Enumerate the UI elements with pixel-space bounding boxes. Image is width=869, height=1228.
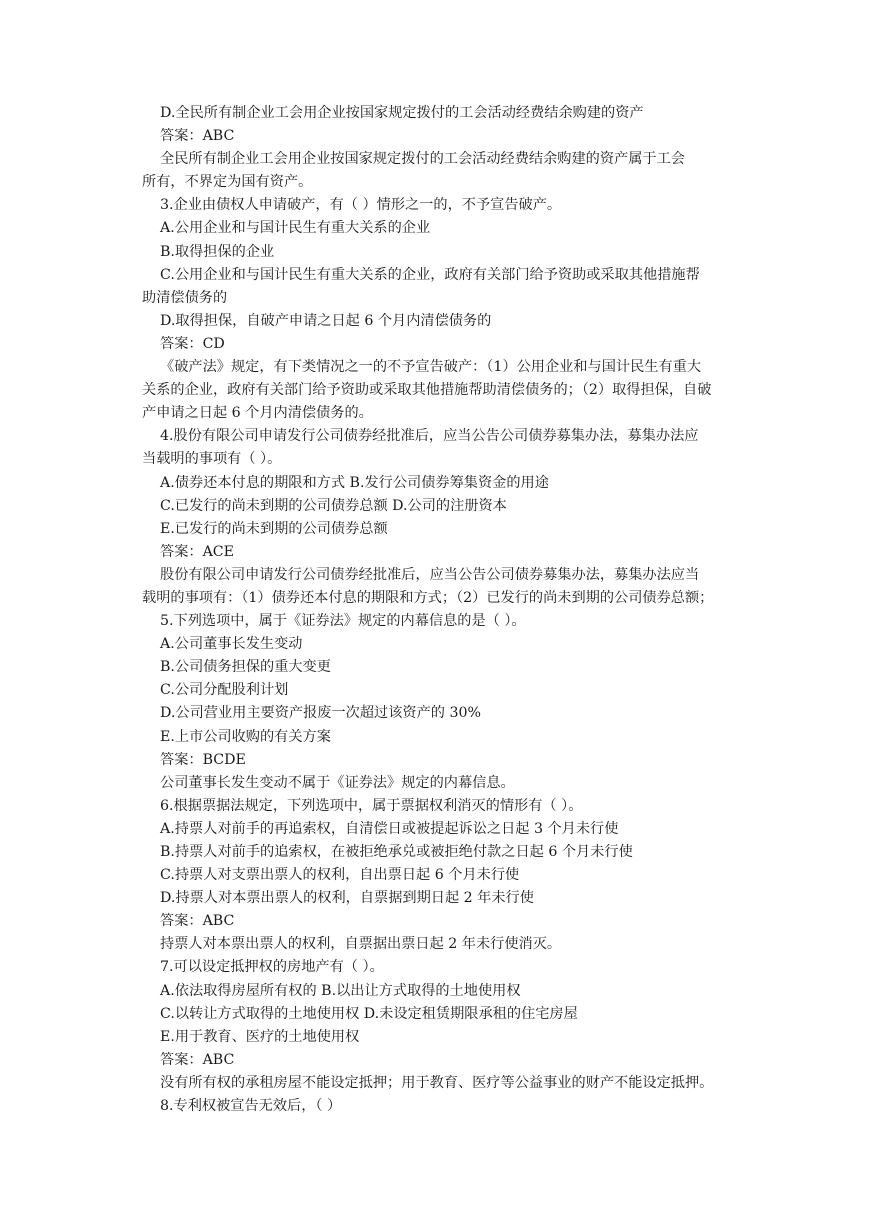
text-line: 没有所有权的承租房屋不能设定抵押；用于教育、医疗等公益事业的财产不能设定抵押。 [160, 1074, 714, 1091]
text-line: E.上市公司收购的有关方案 [160, 728, 331, 745]
text-line: 产申请之日起 6 个月内清偿债务的。 [142, 405, 373, 422]
text-line: 答案：BCDE [160, 751, 246, 768]
text-line: B.取得担保的企业 [160, 243, 275, 260]
document-body [142, 102, 740, 1118]
text-line: C.已发行的尚未到期的公司债券总额 D.公司的注册资本 [160, 497, 507, 514]
text-line: 助清偿债务的 [142, 289, 228, 306]
text-line: 答案：ABC [160, 1051, 235, 1068]
text-line: 答案：ABC [160, 913, 235, 930]
text-line: C.以转让方式取得的土地使用权 D.未设定租赁期限承租的住宅房屋 [160, 1005, 578, 1022]
text-line: E.已发行的尚未到期的公司债券总额 [160, 520, 388, 537]
text-line: 当载明的事项有（ ）。 [142, 451, 282, 468]
text-line: A.债券还本付息的期限和方式 B.发行公司债券筹集资金的用途 [160, 474, 549, 491]
text-line: D.持票人对本票出票人的权利，自票据到期日起 2 年未行使 [160, 890, 534, 907]
text-line: 载明的事项有：（1）债券还本付息的期限和方式；（2）已发行的尚未到期的公司债券总额； [142, 589, 714, 606]
text-line: B.公司债务担保的重大变更 [160, 659, 331, 676]
text-line: 答案：CD [160, 335, 225, 352]
text-line: 3.企业由债权人申请破产，有（ ）情形之一的，不予宣告破产。 [160, 197, 562, 214]
text-line: A.公司董事长发生变动 [160, 636, 303, 653]
text-line: C.公司分配股利计划 [160, 682, 289, 699]
text-line: B.持票人对前手的追索权，在被拒绝承兑或被拒绝付款之日起 6 个月未行使 [160, 844, 633, 860]
text-line: D.公司营业用主要资产报废一次超过该资产的 30% [160, 705, 481, 722]
text-line: 公司董事长发生变动不属于《证券法》规定的内幕信息。 [160, 774, 515, 791]
text-line: D.取得担保，自破产申请之日起 6 个月内清偿债务的 [160, 312, 492, 329]
text-line: 6.根据票据法规定，下列选项中，属于票据权利消灭的情形有（ ）。 [160, 797, 583, 814]
text-line: 7.可以设定抵押权的房地产有（ ）。 [160, 959, 384, 976]
text-line: 《破产法》规定，有下类情况之一的不予宣告破产：（1）公用企业和与国计民生有重大 [160, 359, 702, 376]
text-line: C.公用企业和与国计民生有重大关系的企业，政府有关部门给予资助或采取其他措施帮 [160, 266, 700, 283]
text-line: A.持票人对前手的再追索权，自清偿日或被提起诉讼之日起 3 个月未行使 [160, 820, 619, 837]
text-line: A.依法取得房屋所有权的 B.以出让方式取得的土地使用权 [160, 982, 521, 999]
text-line: 答案：ABC [160, 128, 235, 145]
text-line: 全民所有制企业工会用企业按国家规定拨付的工会活动经费结余购建的资产属于工会 [160, 151, 685, 168]
text-line: A.公用企业和与国计民生有重大关系的企业 [160, 220, 431, 237]
text-line: 所有，不界定为国有资产。 [142, 174, 313, 191]
text-line: 4.股份有限公司申请发行公司债券经批准后，应当公告公司债券募集办法，募集办法应 [160, 428, 699, 445]
text-line: 关系的企业，政府有关部门给予资助或采取其他措施帮助清偿债务的；（2）取得担保，自破 [142, 382, 712, 399]
text-line: D.全民所有制企业工会用企业按国家规定拨付的工会活动经费结余购建的资产 [160, 105, 644, 121]
text-line: E.用于教育、医疗的土地使用权 [160, 1028, 360, 1045]
text-line: 8.专利权被宣告无效后，（ ） [160, 1098, 342, 1115]
text-line: 答案：ACE [160, 543, 235, 560]
text-line: 5.下列选项中，属于《证券法》规定的内幕信息的是（ ）。 [160, 613, 526, 630]
text-line: 股份有限公司申请发行公司债券经批准后，应当公告公司债券募集办法，募集办法应当 [160, 566, 700, 583]
text-line: 持票人对本票出票人的权利，自票据出票日起 2 年未行使消灭。 [160, 936, 562, 953]
text-line: C.持票人对支票出票人的权利，自出票日起 6 个月未行使 [160, 867, 520, 884]
